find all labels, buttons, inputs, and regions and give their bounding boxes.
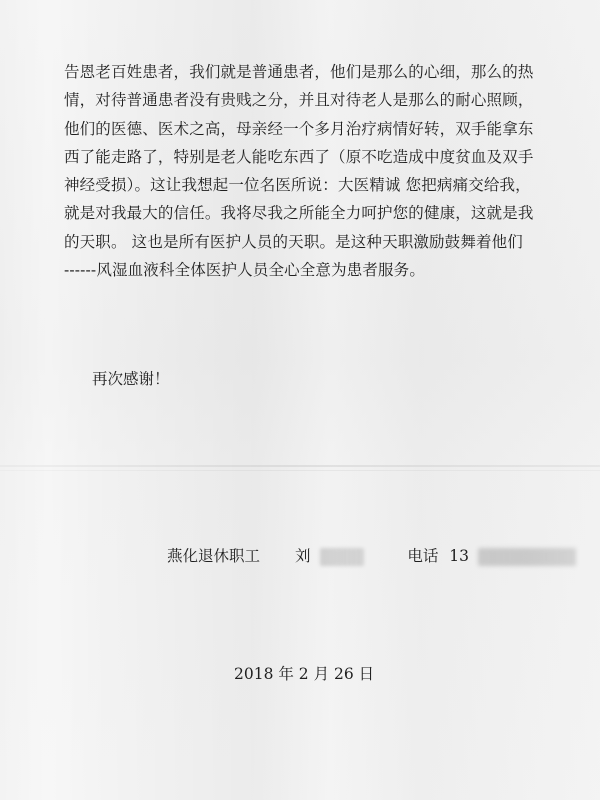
redacted-phone-blur: [478, 548, 576, 566]
letter-line: 情，对待普通患者没有贵贱之分，并且对待老人是那么的耐心照顾，: [64, 91, 534, 110]
paper-fold-shadow: [0, 470, 600, 471]
phone-label: 电话: [407, 547, 439, 565]
letter-line: 告恩老百姓患者，我们就是普通患者，他们是那么的心细，那么的热: [64, 63, 534, 81]
closing-thanks: 再次感谢！: [92, 370, 170, 388]
paper-fold-line: [0, 465, 600, 467]
letter-line: 神经受损）。这让我想起一位名医所说：大医精诚 您把病痛交给我，: [64, 176, 531, 195]
signature-surname: 刘: [294, 547, 311, 565]
letter-line: 他们的医德、医术之高，母亲经一个多月治疗病情好转，双手能拿东: [64, 119, 534, 138]
letter-date: 2018 年 2 月 26 日: [234, 665, 375, 683]
phone-prefix: 13: [449, 547, 470, 565]
letter-line: 西了能走路了，特别是老人能吃东西了（原不吃造成中度贫血及双手: [64, 147, 534, 166]
letter-body: [64, 58, 564, 284]
letter-line: 就是对我最大的信任。我将尽我之所能全力呵护您的健康，这就是我: [64, 204, 534, 223]
signature-unit: 燕化退休职工: [167, 547, 261, 565]
redacted-name-blur: [320, 548, 364, 566]
signature-block: [167, 544, 576, 568]
letter-line: 的天职。 这也是所有医护人员的天职。是这种天职激励鼓舞着他们: [64, 232, 523, 251]
letter-line: ------风湿血液科全体医护人员全心全意为患者服务。: [64, 261, 425, 280]
